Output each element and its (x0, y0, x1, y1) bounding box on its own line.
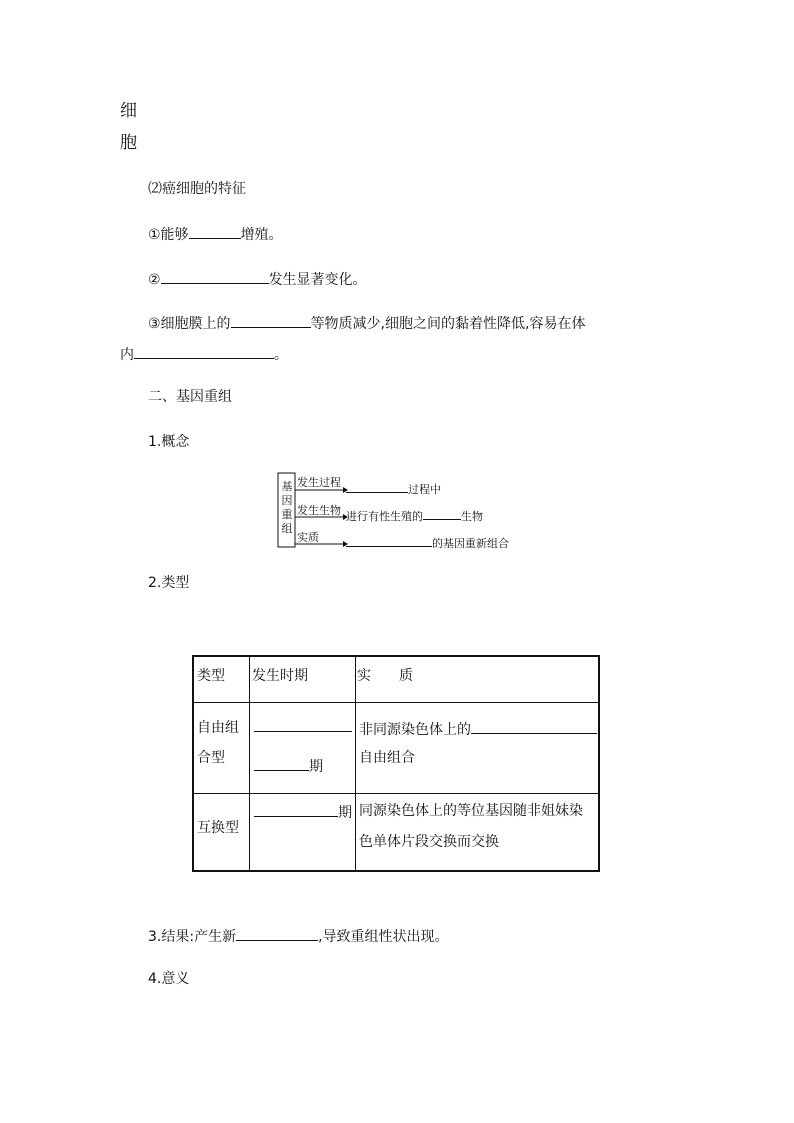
result-suffix: ,导致重组性状出现。 (318, 929, 449, 945)
types-heading: 2.类型 (148, 575, 190, 591)
feature-item-1-prefix: ①能够 (148, 227, 189, 243)
row1-period-suffix: 期 (309, 759, 323, 775)
result-prefix: 3.结果:产生新 (148, 929, 237, 945)
diagram-row-2-suffix: 生物 (461, 510, 483, 523)
types-table (192, 655, 600, 872)
concept-heading: 1.概念 (148, 434, 190, 450)
box-char: 重 (281, 508, 293, 521)
feature-item-2 (148, 269, 367, 289)
diagram-row-3-text: 的基因重新组合 (432, 537, 509, 550)
row1-period-line1 (254, 717, 352, 737)
feature-item-3b-suffix: 。 (274, 347, 288, 363)
fill-blank[interactable] (134, 344, 274, 359)
feature-item-1-suffix: 增殖。 (240, 227, 283, 243)
feature-item-1 (148, 224, 283, 244)
diagram-row-3 (346, 535, 509, 553)
feature-item-3-continued (120, 344, 288, 364)
feature-item-3-prefix: ③细胞膜上的 (148, 316, 231, 332)
diagram-label-1: 发生过程 (297, 476, 341, 489)
fill-blank[interactable] (471, 719, 597, 734)
row2-type: 互换型 (197, 820, 239, 836)
header-essence: 实 质 (357, 668, 413, 684)
row1-type-line1: 自由组 (197, 720, 239, 736)
diagram-row-1 (346, 481, 441, 499)
fill-blank[interactable] (254, 756, 309, 771)
row1-essence-prefix: 非同源染色体上的 (359, 722, 471, 738)
fill-blank[interactable] (346, 481, 408, 493)
row2-essence-line2: 色单体片段交换而交换 (359, 834, 499, 850)
fill-blank[interactable] (161, 269, 269, 284)
table-divider (194, 793, 598, 794)
diagram-box-label (281, 480, 293, 536)
feature-item-2-suffix: 发生显著变化。 (268, 272, 367, 288)
row2-period-suffix: 期 (338, 805, 352, 821)
row1-period-line2 (254, 756, 323, 776)
diagram-row-2-prefix: 进行有性生殖的 (346, 510, 423, 523)
side-char-2: 胞 (120, 133, 137, 153)
fill-blank[interactable] (254, 802, 338, 817)
fill-blank[interactable] (254, 717, 352, 732)
feature-item-3-suffix: 等物质减少,细胞之间的黏着性降低,容易在体 (310, 316, 586, 332)
diagram-row-2 (346, 508, 483, 526)
diagram-label-3: 实质 (297, 531, 319, 544)
fill-blank[interactable] (346, 535, 432, 547)
significance-heading: 4.意义 (148, 971, 190, 987)
diagram-row-1-text: 过程中 (408, 483, 441, 496)
row2-period (254, 802, 352, 822)
fill-blank[interactable] (236, 926, 318, 941)
header-type: 类型 (197, 668, 225, 684)
row1-type-line2: 合型 (197, 750, 225, 766)
header-period: 发生时期 (252, 668, 308, 684)
feature-item-2-prefix: ② (148, 272, 161, 288)
table-divider (355, 657, 356, 870)
side-char-1: 细 (120, 101, 137, 121)
box-char: 基 (281, 480, 293, 493)
table-divider (194, 702, 598, 703)
result-line (148, 926, 449, 946)
box-char: 组 (281, 522, 293, 535)
row1-essence-line1 (359, 719, 597, 739)
section-heading: ⑵癌细胞的特征 (148, 181, 246, 197)
row1-essence-line2: 自由组合 (359, 750, 415, 766)
part-title: 二、基因重组 (148, 389, 232, 405)
box-char: 因 (281, 494, 293, 507)
row2-essence-line1: 同源染色体上的等位基因随非姐妹染 (359, 803, 583, 819)
feature-item-3 (148, 313, 585, 333)
fill-blank[interactable] (189, 224, 241, 239)
feature-item-3b-prefix: 内 (120, 347, 134, 363)
table-divider (249, 657, 250, 870)
fill-blank[interactable] (423, 508, 461, 520)
diagram-label-2: 发生生物 (297, 504, 341, 517)
fill-blank[interactable] (231, 313, 311, 328)
